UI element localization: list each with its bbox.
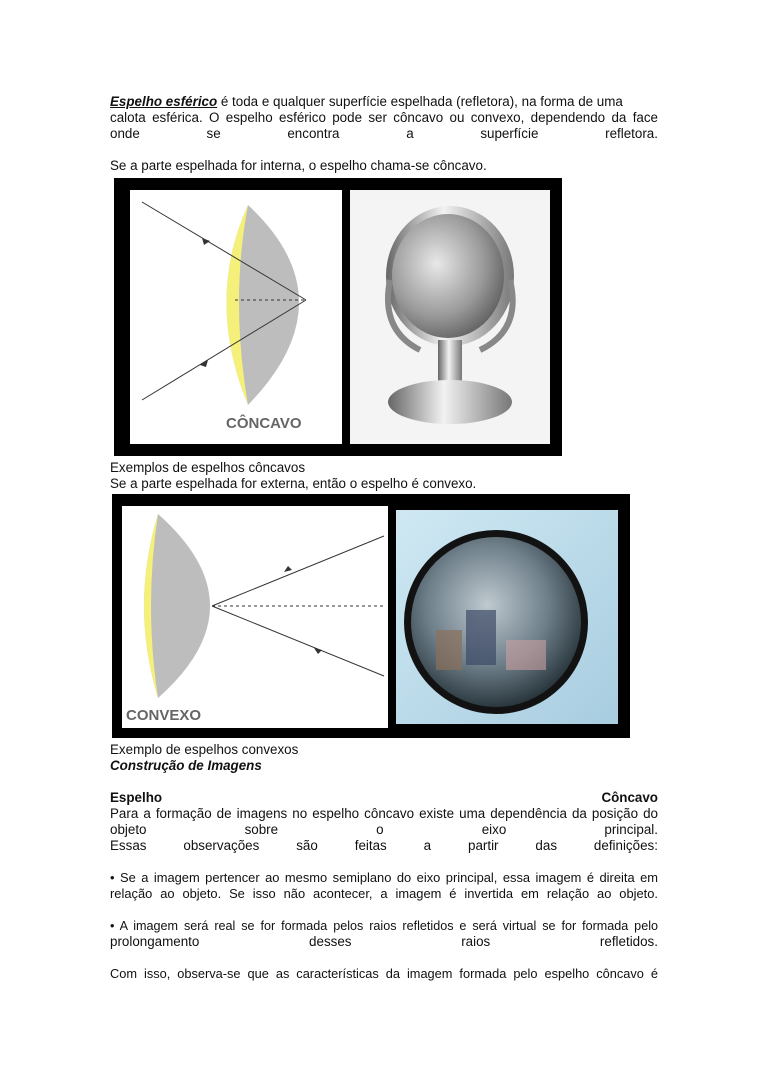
subsection-right: Côncavo	[601, 790, 658, 805]
bullet2-line-1: • A imagem será real se for formada pelos raios refletidos e será virtual se for formada pelo	[110, 919, 658, 933]
mirror-base	[388, 380, 512, 424]
bullet1-line-1: • Se a imagem pertencer ao mesmo semiplano do eixo principal, essa imagem é direita em	[110, 870, 658, 885]
mirror-glass	[392, 214, 504, 338]
convex-diagram-label: CONVEXO	[126, 707, 202, 724]
concave-caption: Exemplos de espelhos côncavos	[110, 460, 306, 475]
intro-line-3	[110, 126, 658, 142]
reflected-ray-bottom	[212, 606, 384, 676]
intro-word: a	[406, 126, 414, 141]
subsection-heading	[110, 790, 658, 806]
para-word: objeto	[110, 822, 147, 837]
para-word: principal.	[604, 822, 658, 837]
bullet-word: raios	[461, 934, 491, 949]
bullet2-line-2	[110, 934, 658, 950]
para-word: feitas	[354, 838, 387, 853]
para-word: das	[535, 838, 558, 853]
convex-diagram-svg	[122, 506, 388, 728]
convex-figure	[112, 494, 630, 738]
subsection-left: Espelho	[110, 790, 163, 805]
bullet-word: desses	[309, 934, 352, 949]
para-word: Essas	[110, 838, 147, 853]
intro-line-1-rest: é toda e qualquer superfície espelhada (refletora), na forma de uma	[217, 94, 623, 109]
para-word: sobre	[244, 822, 279, 837]
paragraph1-line-3	[110, 838, 658, 854]
concave-sentence: Se a parte espelhada for interna, o espelho chama-se côncavo.	[110, 158, 487, 173]
paragraph1-line-1: Para a formação de imagens no espelho côncavo existe uma dependência da posição do	[110, 806, 658, 821]
ray-arrow-icon	[284, 566, 292, 572]
para-word: definições:	[593, 838, 658, 853]
intro-word: se	[206, 126, 221, 141]
reflection-shelf	[436, 630, 462, 670]
concave-figure	[114, 178, 562, 456]
reflected-ray-top	[212, 536, 384, 606]
bullet-word: refletidos.	[599, 934, 658, 949]
reflection-shelf	[466, 610, 496, 665]
reflection-shelf	[506, 640, 546, 670]
bullet-word: prolongamento	[110, 934, 200, 949]
intro-line-2: calota esférica. O espelho esférico pode ser côncavo ou convexo, dependendo da face	[110, 110, 658, 125]
convex-mirror-photo-svg	[396, 510, 618, 724]
para-word: o	[376, 822, 384, 837]
concave-mirror-photo-svg	[350, 190, 550, 444]
bullet1-line-2: relação ao objeto. Se isso não acontecer, a imagem é invertida em relação ao objeto.	[110, 886, 658, 901]
intro-word: encontra	[287, 126, 340, 141]
paragraph1-line-2	[110, 822, 658, 838]
intro-line-1	[110, 94, 658, 110]
para-word: partir	[468, 838, 499, 853]
section-title: Construção de Imagens	[110, 758, 262, 773]
para-word: observações	[183, 838, 260, 853]
concave-diagram	[130, 190, 342, 444]
intro-word: superfície	[480, 126, 539, 141]
concave-photo	[350, 190, 550, 444]
convex-photo	[396, 510, 618, 724]
concave-diagram-label: CÔNCAVO	[226, 415, 302, 432]
convex-caption: Exemplo de espelhos convexos	[110, 742, 299, 757]
para-word: eixo	[481, 822, 507, 837]
intro-term: Espelho esférico	[110, 94, 218, 109]
para-word: a	[423, 838, 432, 853]
closing-line: Com isso, observa-se que as características da imagem formada pelo espelho côncavo é	[110, 966, 658, 981]
concave-diagram-svg	[130, 190, 342, 444]
ray-arrow-icon	[202, 238, 210, 245]
intro-word: onde	[110, 126, 140, 141]
intro-word: refletora.	[605, 126, 658, 141]
para-word: são	[296, 838, 318, 853]
convex-sentence: Se a parte espelhada for externa, então o espelho é convexo.	[110, 476, 477, 491]
convex-diagram	[122, 506, 388, 728]
